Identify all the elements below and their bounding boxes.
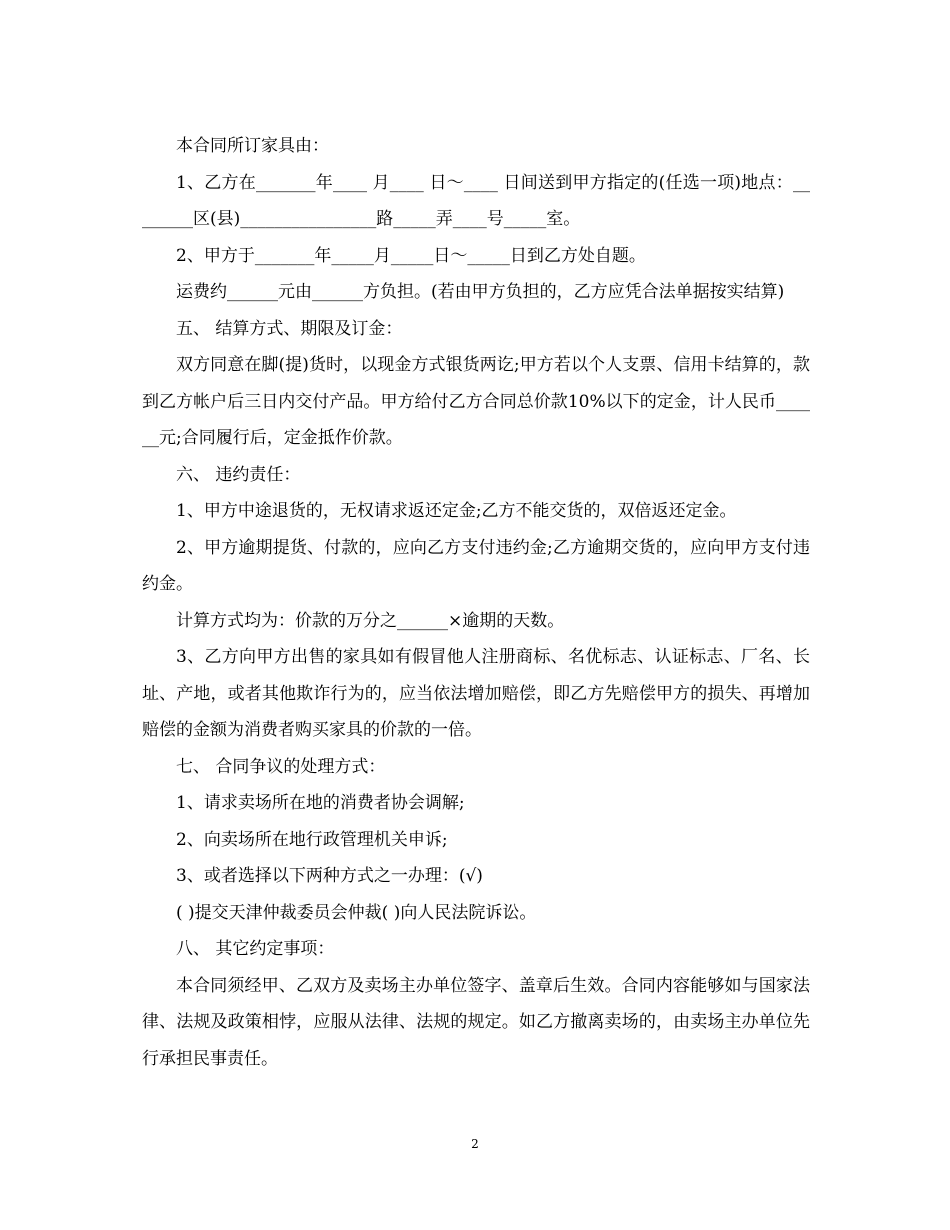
section-heading-disputes: 七、 合同争议的处理方式： [176, 756, 386, 777]
paragraph-delivery-intro: 本合同所订家具由： [176, 136, 329, 156]
section-heading-settlement: 五、 结算方式、期限及订金： [176, 318, 403, 339]
paragraph-freight: 运费约______元由______方负担。(若由甲方负担的，乙方应凭合法单据按实结算) [176, 282, 785, 302]
paragraph-other-terms: 本合同须经甲、乙双方及卖场主办单位签字、盖章后生效。合同内容能够如与国家法律、法规及政策相悖，应服从法律、法规的规定。如乙方撤离卖场的，由卖场主办单位先行承担民事责任。 [142, 975, 810, 1069]
section-heading-other: 八、 其它约定事项： [176, 939, 335, 959]
paragraph-settlement-terms: 双方同意在脚(提)货时，以现金方式银货两讫;甲方若以个人支票、信用卡结算的，款到乙方帐户后三日内交付产品。甲方给付乙方合同总价款10%以下的定金，计人民币______元;合同履行后，定金抵作价款。 [142, 355, 810, 448]
page-number: 2 [471, 1137, 479, 1151]
paragraph-breach-2: 2、甲方逾期提货、付款的，应向乙方支付违约金;乙方逾期交货的，应向甲方支付违约金。 [142, 537, 810, 594]
section-heading-breach: 六、 违约责任： [176, 464, 301, 485]
paragraph-penalty-calculation: 计算方式均为：价款的万分之______×逾期的天数。 [176, 610, 565, 631]
paragraph-dispute-2: 2、向卖场所在地行政管理机关申诉; [176, 829, 448, 850]
paragraph-buyer-pickup: 2、甲方于_______年_____月_____日～_____日到乙方处自题。 [176, 245, 646, 266]
paragraph-dispute-options: ( )提交天津仲裁委员会仲裁( )向人民法院诉讼。 [176, 902, 537, 923]
contract-body [142, 128, 810, 1077]
paragraph-dispute-1: 1、请求卖场所在地的消费者协会调解; [176, 793, 465, 813]
paragraph-breach-1: 1、甲方中途退货的，无权请求返还定金;乙方不能交货的，双倍返还定金。 [176, 501, 737, 521]
paragraph-dispute-3: 3、或者选择以下两种方式之一办理：(√) [176, 866, 483, 886]
paragraph-breach-3: 3、乙方向甲方出售的家具如有假冒他人注册商标、名优标志、认证标志、厂名、长址、产地，或者其他欺诈行为的，应当依法增加赔偿，即乙方先赔偿甲方的损失、再增加赔偿的金额为消费者购买家具的价款的一倍。 [142, 647, 810, 740]
paragraph-seller-delivery: 1、乙方在_______年____ 月____ 日～____ 日间送到甲方指定的(任选一项)地点：________区(县)________________路_____弄____号_____室。 [142, 172, 810, 229]
